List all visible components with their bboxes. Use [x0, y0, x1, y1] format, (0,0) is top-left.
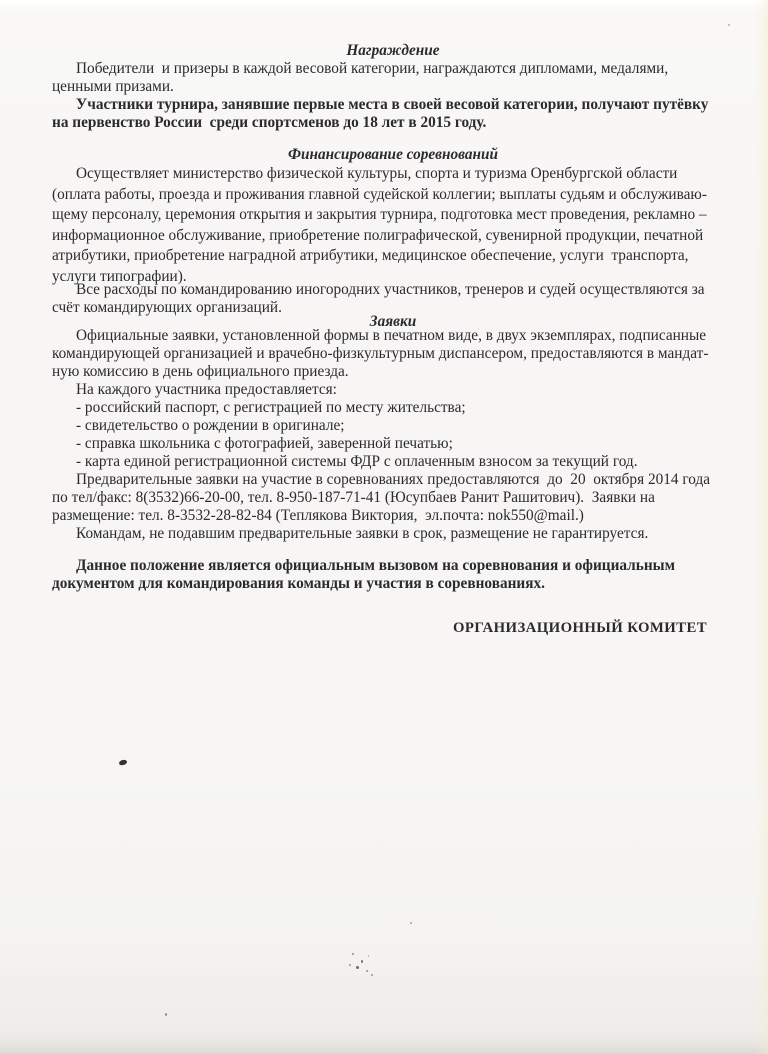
paragraph-entries-preliminary-contacts	[52, 471, 734, 525]
text-line: на первенство России среди спортсменов до 18 лет в 2015 году.	[52, 114, 487, 131]
scan-speckle	[361, 960, 363, 963]
scan-speckle	[410, 922, 412, 924]
text-line: Данное положение является официальным вызовом на соревнования и официальным	[76, 557, 676, 574]
text-line: ценными призами.	[52, 78, 174, 95]
scan-speckle	[352, 953, 354, 955]
section-entries	[52, 313, 734, 543]
paragraph-entries-official	[52, 327, 734, 381]
text-line: командирующей организацией и врачебно-физкультурным диспансером, предоставляются в мандат-	[52, 345, 709, 362]
text-line: Победители и призеры в каждой весовой категории, награждаются дипломами, медалями,	[76, 60, 669, 77]
section-heading-awards: Награждение	[346, 42, 440, 59]
signature-org-committee: ОРГАНИЗАЦИОННЫЙ КОМИТЕТ	[453, 620, 707, 636]
text-line: ную комиссию в день официального приезда.	[52, 363, 349, 380]
scan-speckle	[371, 974, 373, 976]
list-item: - карта единой регистрационной системы ФДР с оплаченным взносом за текущий год.	[76, 453, 638, 470]
scan-speckle	[368, 955, 369, 957]
paragraph-financing-ministry	[52, 164, 734, 287]
text-line: Осуществляет министерство физической культуры, спорта и туризма Оренбургской области	[76, 165, 678, 182]
paragraph-awards-winners	[52, 60, 734, 96]
paragraph-financing-expenses	[52, 281, 734, 317]
text-line: Участники турнира, занявшие первые места в своей весовой категории, получают путёвку	[76, 96, 709, 113]
scan-speckle	[728, 24, 730, 26]
ink-spot	[118, 759, 127, 766]
scan-speckle	[356, 966, 359, 969]
scan-top-edge-highlight	[0, 0, 768, 4]
text-line: размещение: тел. 8-3532-28-82-84 (Теплякова Виктория, эл.почта: nok550@mail.)	[52, 507, 584, 524]
text-line: Все расходы по командированию иногородних участников, тренеров и судей осуществляются за	[76, 281, 705, 298]
closing-statement	[52, 557, 734, 593]
text-line: (оплата работы, проезда и проживания главной судейской коллегии; выплаты судьям и обслуживаю-	[52, 185, 707, 203]
documents-list	[52, 399, 734, 471]
list-item: - справка школьника с фотографией, заверенной печатью;	[76, 435, 453, 452]
scan-speckle	[366, 970, 368, 972]
list-item: - свидетельство о рождении в оригинале;	[76, 417, 345, 434]
text-line: документом для командирования команды и участия в соревнованиях.	[52, 575, 545, 592]
paragraph-entries-no-guarantee	[52, 525, 734, 543]
scan-speckle	[165, 1013, 167, 1016]
paragraph-entries-documents-intro	[52, 381, 734, 399]
section-financing	[52, 146, 734, 317]
text-line: информационное обслуживание, приобретение полиграфической, сувенирной продукции, печатной	[52, 226, 704, 244]
document-text-block	[52, 42, 734, 637]
section-awards	[52, 42, 734, 132]
text-line: щему персоналу, церемония открытия и закрытия турнира, подготовка мест проведения, рекламно –	[52, 206, 707, 223]
text-line: по тел/факс: 8(3532)66-20-00, тел. 8-950-187-71-41 (Юсупбаев Ранит Рашитович). Заявки на	[52, 489, 655, 506]
list-item: - российский паспорт, с регистрацией по месту жительства;	[76, 399, 466, 416]
paragraph-awards-qualification	[52, 96, 734, 132]
section-heading-entries: Заявки	[369, 313, 417, 330]
scan-right-edge-tint	[756, 0, 768, 1054]
text-line: услуги типографии).	[52, 267, 187, 285]
section-heading-financing: Финансирование соревнований	[287, 146, 499, 163]
scan-speckle	[349, 964, 351, 966]
text-line: Официальные заявки, установленной формы в печатном виде, в двух экземплярах, подписанные	[76, 327, 707, 344]
text-line: счёт командирующих организаций.	[52, 299, 282, 316]
text-line: Предварительные заявки на участие в соревнованиях предоставляются до 20 октября 2014 года	[76, 471, 711, 488]
text-line: На каждого участника предоставляется:	[76, 381, 337, 398]
text-line: атрибутики, приобретение наградной атрибутики, медицинское обеспечение, услуги транспорта,	[52, 247, 689, 264]
text-line: Командам, не подавшим предварительные заявки в срок, размещение не гарантируется.	[76, 525, 649, 542]
